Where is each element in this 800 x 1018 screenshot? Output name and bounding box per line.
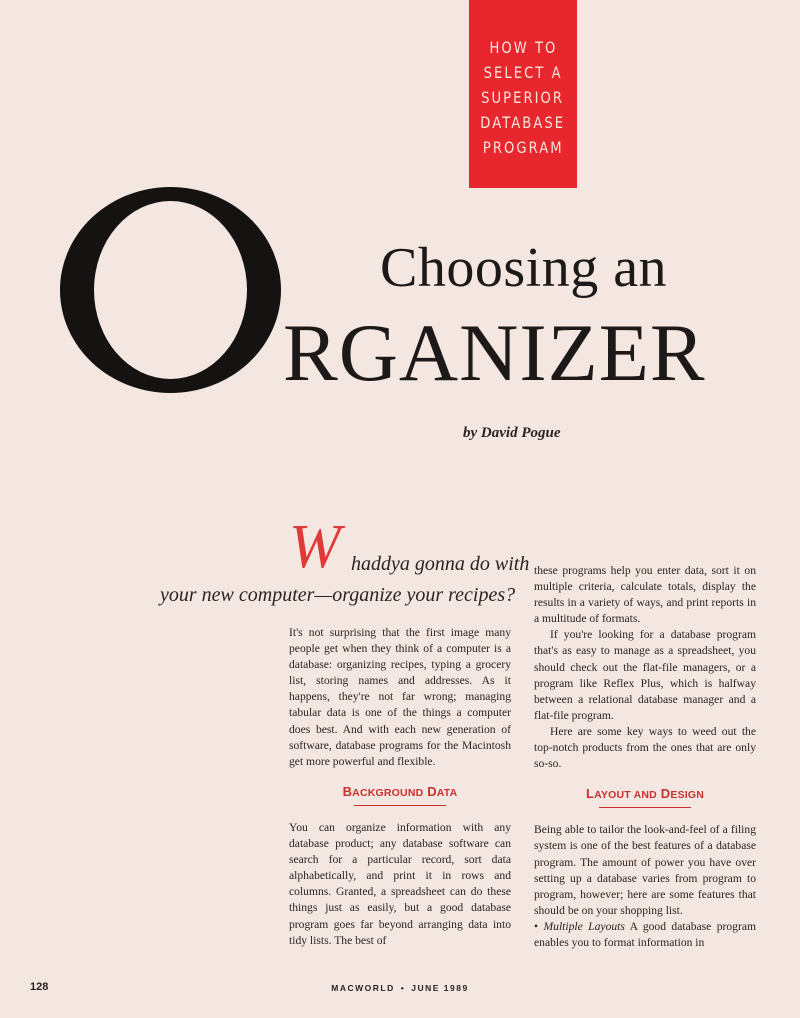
- deck-initial: W: [289, 513, 341, 581]
- magazine-name: MACWORLD: [331, 983, 395, 993]
- subhead-rule: [354, 805, 446, 806]
- title-drop-letter-o: [60, 187, 281, 393]
- paragraph: Here are some key ways to weed out the top-notch products from the ones that are only so-so.: [534, 724, 756, 771]
- paragraph: It's not surprising that the first image many people get when they think of a computer is a database: organizing recipes, typing a grocery list, storing names and addresses. As it happens, they're not far wrong; managing tabular data is one of the things a computer does best. And with each new generation of software, database programs for the Macintosh get more powerful and flexible.: [289, 626, 511, 768]
- footer-separator: •: [400, 983, 406, 993]
- kicker-line-2: SELECT A: [483, 62, 563, 82]
- paragraph: Being able to tailor the look-and-feel of a filing system is one of the best features of a database program. The amount of power you have over setting up a database varies from program to program, however; here are some features that should be on your shopping list.: [534, 823, 756, 917]
- subhead-layout-and-design: LAYOUT AND DESIGN: [534, 786, 756, 808]
- subhead-rule: [599, 807, 691, 808]
- issue-date: JUNE 1989: [411, 983, 469, 993]
- kicker-line-3: SUPERIOR: [481, 87, 565, 107]
- run-in-head: Multiple Layouts: [543, 919, 625, 933]
- paragraph: You can organize information with any database product; any database software can search for a particular record, sort data alphabetically, and print it in rows and columns. Granted, a spreadsheet can do these things just as easily, but a good database program goes far beyond arranging data into tidy lists. The best of: [289, 820, 511, 947]
- running-footer: [0, 983, 800, 993]
- kicker-box: [469, 0, 577, 188]
- body-column-1: [289, 625, 511, 949]
- bullet: •: [534, 919, 539, 933]
- byline: by David Pogue: [463, 425, 561, 441]
- subhead-background-data: BACKGROUND DATA: [289, 784, 511, 806]
- deck-line-2: your new computer—organize your recipes?: [160, 584, 516, 606]
- paragraph: If you're looking for a database program that's as easy to manage as a spreadsheet, you should check out the flat-file managers, or a program like Reflex Plus, which is halfway between a relational database manager and a flat-file program.: [534, 628, 756, 722]
- kicker-line-5: PROGRAM: [482, 137, 564, 157]
- body-column-2: [534, 563, 756, 951]
- kicker-line-4: DATABASE: [480, 112, 566, 132]
- deck-line-1: haddya gonna do with: [351, 553, 530, 575]
- page-number: 128: [30, 981, 49, 993]
- title-line-1: Choosing an: [380, 237, 668, 299]
- kicker-line-1: HOW TO: [489, 37, 557, 57]
- title-line-2: RGANIZER: [283, 307, 706, 398]
- paragraph: these programs help you enter data, sort it on multiple criteria, calculate totals, display the results in a variety of ways, and print reports in a multitude of formats.: [534, 564, 756, 626]
- paragraph: • Multiple Layouts A good database program enables you to format information in: [534, 919, 757, 949]
